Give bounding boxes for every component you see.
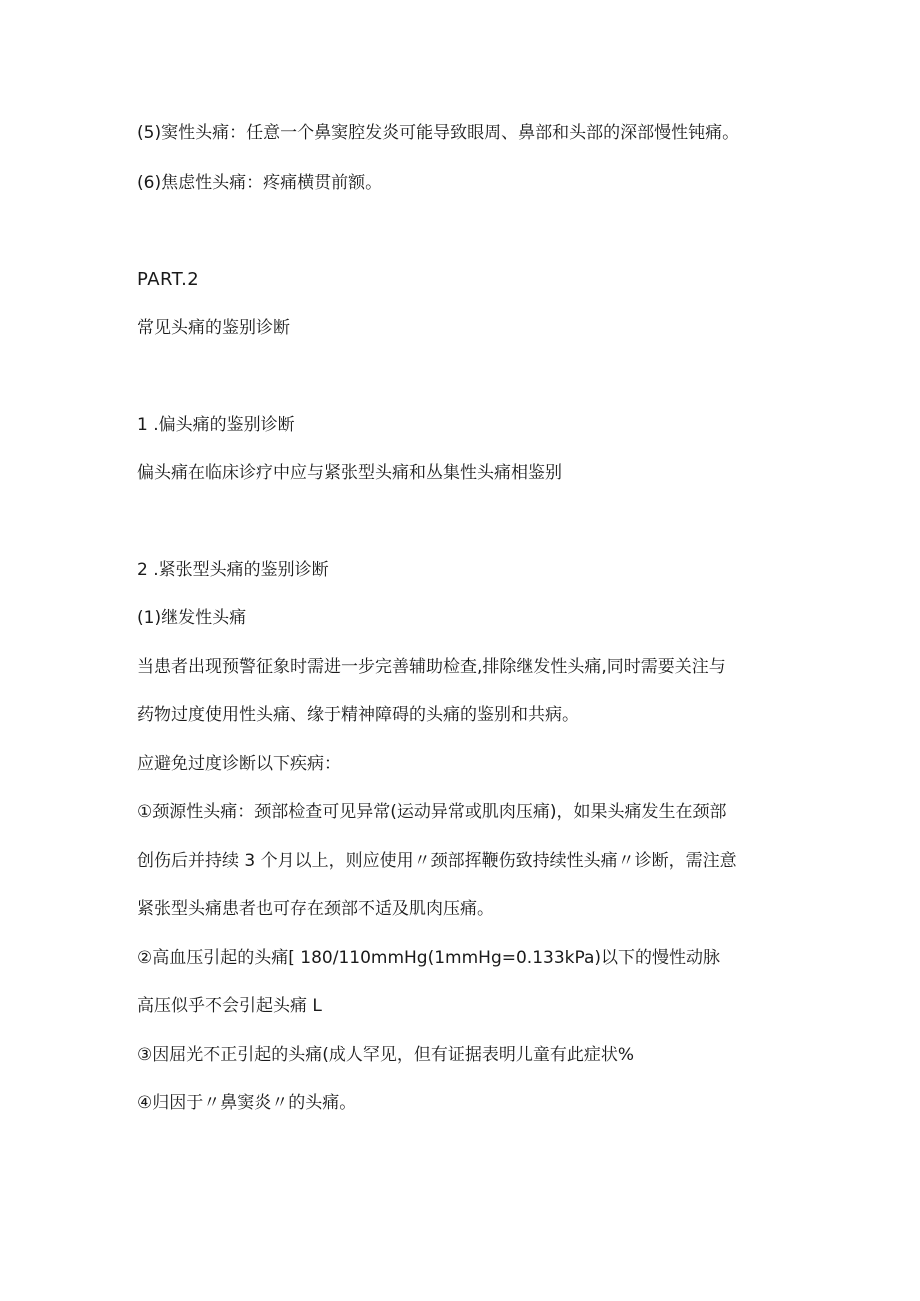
secondary-headache-title: (1)继发性头痛 [137, 608, 247, 628]
anxiety-headache-text: (6)焦虑性头痛：疼痛横贯前额。 [137, 173, 383, 193]
subsection-1-title: 1 .偏头痛的鉴别诊断 [137, 415, 295, 435]
list-item-2-line: ②高血压引起的头痛[ 180/110mmHg(1mmHg=0.133kPa)以下的慢性动脉 [137, 948, 721, 968]
list-item-3-line: ③因屈光不正引起的头痛(成人罕见，但有证据表明儿童有此症状% [137, 1045, 635, 1065]
paragraph-line: 当患者出现预警征象时需进一步完善辅助检查,排除继发性头痛,同时需要关注与 [137, 657, 726, 677]
list-item-1-line: ①颈源性头痛：颈部检查可见异常(运动异常或肌肉压痛)，如果头痛发生在颈部 [137, 802, 727, 822]
subsection-1-text: 偏头痛在临床诊疗中应与紧张型头痛和丛集性头痛相鉴别 [137, 463, 562, 483]
part-heading: PART.2 [137, 269, 200, 290]
list-item-1-line: 创伤后并持续 3 个月以上，则应使用〃颈部挥鞭伤致持续性头痛〃诊断，需注意 [137, 851, 737, 871]
sinus-headache-text: (5)窦性头痛：任意一个鼻窦腔发炎可能导致眼周、鼻部和头部的深部慢性钝痛。 [137, 123, 740, 143]
list-item-1-line: 紧张型头痛患者也可存在颈部不适及肌肉压痛。 [137, 899, 494, 919]
list-item-2-line: 高压似乎不会引起头痛 L [137, 996, 322, 1016]
paragraph-line: 药物过度使用性头痛、缘于精神障碍的头痛的鉴别和共病。 [137, 705, 579, 725]
paragraph-line: 应避免过度诊断以下疾病： [137, 754, 341, 774]
section-title: 常见头痛的鉴别诊断 [137, 318, 290, 338]
list-item-4-line: ④归因于〃鼻窦炎〃的头痛。 [137, 1093, 357, 1113]
subsection-2-title: 2 .紧张型头痛的鉴别诊断 [137, 560, 329, 580]
